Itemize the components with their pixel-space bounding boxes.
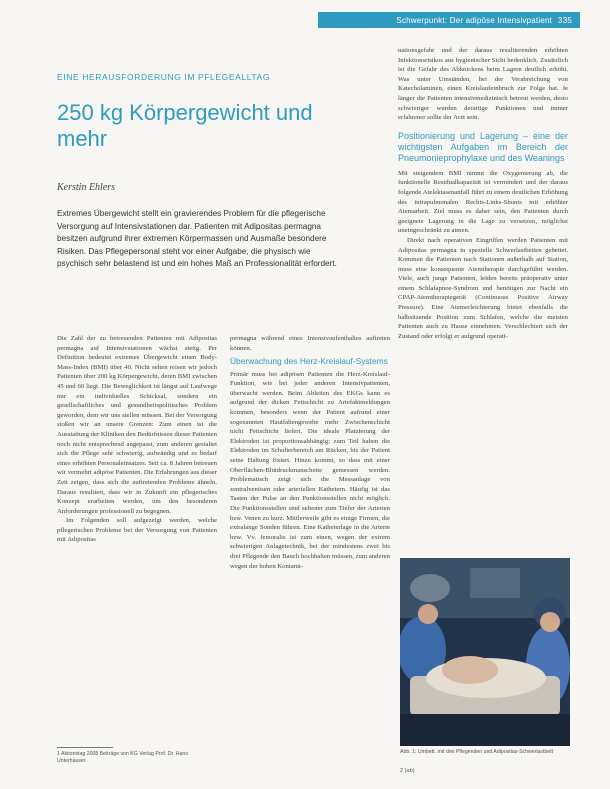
body-paragraph: permagna während eines Intensivaufenthaltes auftreten können. (230, 335, 390, 352)
photo-illustration (400, 558, 570, 746)
body-paragraph: Die Zahl der zu betreuenden Patienten mit Adipositas permagna auf Intensivstationen wächst stetig. Per Definition bedeutet extremes Übergewicht einen Body-Mass-Index (BMI) über 40. Nicht selten reisen wir jedoch Patienten über 200 kg Körpergewicht, deren BMI zwischen 45 und 60 liegt. Die Beweglichkeit ist längst auf Laufwege nur ein individuelles Schicksal, sondern ein gesellschaftliches und gesundheitspolitisches Problem geworden, dem wir uns stellen müssen. Bei der Versorgung stoßen wir an unsere Grenzen: Zum einen ist die Ausstattung der Kliniken den Bedürfnissen dieser Patienten noch nicht entsprechend angepasst, zum anderen gestaltet sich die Pflege sehr schwierig, aufwändig und es bedarf eines erhöhten Personaleinsatzes. Seit ca. 8 Jahren betreuen wir vermehrt adipöse Patienten. Die Erfahrungen aus dieser Zeit zeigen, dass sich die auftretenden Probleme ähneln. Daraus resultiert, dass wir in Zukunft ein pflegerisches Konzept erarbeiten werden, um den besonderen Anforderungen professionell zu begegnen. (57, 335, 217, 515)
body-column-1 (57, 334, 217, 545)
footnote: 1 Aktionstag 2008 Beiträge von KG Verlag Prof. Dr. Hans Unterhauser (57, 751, 188, 764)
body-paragraph: nationsgefahr und der daraus resultierenden erhöhten Infektionsrisikos aus hygienischer Sicht bedenklich. Zusätzlich ist die Gefahr des Abknickens beim Lagern deutlich erhöht. Was unter Umständen, bei der Verabreichung von Katecholaminen, einen Kreislaufeinbruch zur Folge hat. Je länger die Patienten intensivmedizinisch betreut werden, desto schwieriger wurden derartige Punktionen und immer erfahrener sollte der Arzt sein. (398, 47, 568, 122)
page-number: 335 (558, 15, 572, 25)
figure-photo (400, 558, 570, 746)
running-header-section: Schwerpunkt: Der adipöse Intensivpatient (396, 15, 553, 25)
subheading: Positionierung und Lagerung – eine der wichtigsten Aufgaben im Bereich der Pneumonieprophylaxe und des Weanings (398, 130, 568, 163)
body-paragraph: Direkt nach operativen Eingriffen werden Patienten mit Adipositas permagna in spezielle Schwerlastbetten gebettet. Kommen die Patienten nach Stationen außerhalb auf Station, muss eine konsequente Atemtherapie durchgeführt werden. Viele, auch junge Patienten, leiden bereits präoperativ unter einem Schlafapnoe-Syndrom und benötigen zur Nacht ein CPAP-Atemtherapiegerät (Continuous Positive Airway Pressure). Eine Atemerleichterung bietet ebenfalls die halbsitzende Position zum Schlafen, welche die meisten Patienten auch zu Hause einnehmen. Verschlechtert sich der Zustand oder erfolgt er aufgrund operati- (398, 236, 568, 340)
subheading: Überwachung des Herz-Kreislauf-Systems (230, 356, 388, 367)
article-kicker: EINE HERAUSFORDERUNG IM PFLEGEALLTAG (57, 72, 271, 82)
article-author: Kerstin Ehlers (57, 182, 116, 193)
body-paragraph: Mit steigendem BMI nimmt die Oxygenierung ab, die funktionelle Residualkapazität ist vermindert und der daraus folgende Atelektasenanfall führt zu einem deutlichen Erhöhung des intrapulmonalen Rechts-Links-Shunts mit erhöhter Atemarbeit. Ziel muss es daher sein, den Patienten durch geeignete Lagerung in die Lage zu versetzen, möglichst uneingeschränkt zu atmen. (398, 169, 568, 235)
body-paragraph: Im Folgenden soll aufgezeigt werden, welche pflegerischen Probleme bei der Versorgung von Patienten mit Adipositas (57, 517, 217, 544)
article-title: 250 kg Körpergewicht und mehr (57, 100, 313, 151)
running-header (318, 12, 580, 28)
footnote-divider (57, 747, 113, 748)
body-column-3 (398, 46, 568, 341)
body-paragraph: Primär muss bei adipösen Patienten die Herz-Kreislauf-Funktion, wie bei jeder anderen Intensivpatienten, überwacht werden. Beim Ableiten des EKGs kann es aufgrund der dicken Fettschicht zu Artefaktmeldungen kommen, besonders wenn der Patient aufrund einer sogenannten Hautfaltengewebe mehr Zwischenschicht nicht Fettschicht liefert. Die ideale Platzierung der Elektroden ist proportionsabhängig; zum Teil haben die Elektroden im Schulterbereich am Rücken, bis der Patient seine Haltung fixiert. Hinzu kommt, so dass mit einer Oberflächen-Blutdruckmanschette gemessen werden. Problematisch zeigt sich die Messanlage von zentralvenösen oder arteriellen Kathetern. Häufig ist das Tasten der Pulse an den Punktionsstellen nicht möglich. Die Punktionsstellen sind seltener zum Tiefer der Arterien bzw. Venen zu kurz. Mittlerweile gibt es einige Firmen, die extralange Sonden führen. Eine Katheterlage in die Arterie bzw. Vv. femoralis ist zum einen, wegen der extrem schwierigen Anlagetechnik, bei der mindestens zwei bis drei Pflegende den Bauch hochhalten müssen, zum anderen wegen der hohen Kontami- (230, 370, 390, 570)
article-lead: Extremes Übergewicht stellt ein gravierendes Problem für die pflegerische Versorgung auf Intensivstationen dar. Patienten mit Adipositas permagna besitzen aufgrund ihrer extremen Körpermassen und Ausmaße besondere Risiken. Das Pflegepersonal steht vor einer Aufgabe, die physisch wie psychisch sehr belastend ist und ein hohes Maß an Professionalität erfordert. (57, 209, 337, 269)
photo-credit: 2 (ab) (400, 768, 415, 774)
body-column-2 (230, 334, 390, 571)
figure-caption: Abb. 1: Umbett. mit drei Pflegenden und Adipositas-Schwerlastbett (400, 749, 554, 755)
